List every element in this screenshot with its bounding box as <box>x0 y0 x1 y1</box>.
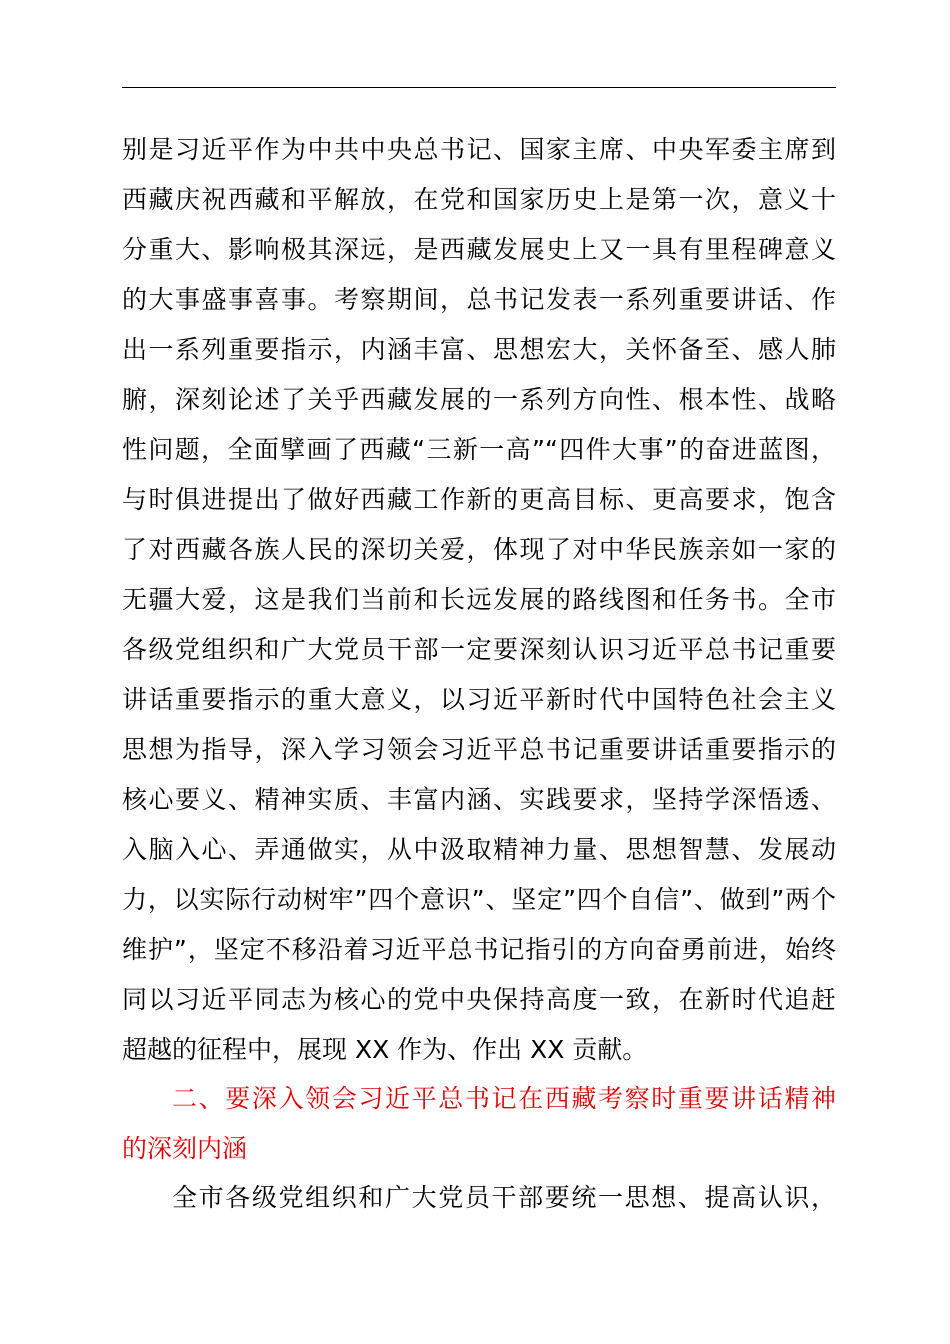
body-line: 各级党组织和广大党员干部一定要深刻认识习近平总书记重要 <box>122 635 836 664</box>
body-line: 与时俱进提出了做好西藏工作新的更高目标、更高要求，饱含 <box>122 485 836 514</box>
body-line: 的大事盛事喜事。考察期间，总书记发表一系列重要讲话、作 <box>122 285 836 314</box>
body-line: 分重大、影响极其深远，是西藏发展史上又一具有里程碑意义 <box>122 235 836 264</box>
body-line: 性问题，全面擘画了西藏“三新一高”“四件大事”的奋进蓝图， <box>122 435 836 464</box>
body-line: 维护”，坚定不移沿着习近平总书记指引的方向奋勇前进，始终 <box>122 935 836 964</box>
body-line: 力，以实际行动树牢”四个意识”、坚定”四个自信”、做到”两个 <box>122 885 836 914</box>
section-heading-line-1: 二、要深入领会习近平总书记在西藏考察时重要讲话精神 <box>172 1084 836 1113</box>
body-line: 别是习近平作为中共中央总书记、国家主席、中央军委主席到 <box>122 135 836 164</box>
body-line: 讲话重要指示的重大意义，以习近平新时代中国特色社会主义 <box>122 685 836 714</box>
paragraph-first-line: 全市各级党组织和广大党员干部要统一思想、提高认识， <box>172 1183 836 1212</box>
body-line: 同以习近平同志为核心的党中央保持高度一致，在新时代追赶 <box>122 985 836 1014</box>
body-line: 思想为指导，深入学习领会习近平总书记重要讲话重要指示的 <box>122 735 836 764</box>
body-line: 出一系列重要指示，内涵丰富、思想宏大，关怀备至、感人肺 <box>122 335 836 364</box>
body-line: 西藏庆祝西藏和平解放，在党和国家历史上是第一次，意义十 <box>122 185 836 214</box>
body-line: 无疆大爱，这是我们当前和长远发展的路线图和任务书。全市 <box>122 585 836 614</box>
section-heading-line-2: 的深刻内涵 <box>122 1134 248 1163</box>
body-line-last: 超越的征程中，展现 XX 作为、作出 XX 贡献。 <box>122 1035 648 1064</box>
body-line: 腑，深刻论述了关乎西藏发展的一系列方向性、根本性、战略 <box>122 385 836 414</box>
header-rule <box>122 87 836 88</box>
body-line: 核心要义、精神实质、丰富内涵、实践要求，坚持学深悟透、 <box>122 785 836 814</box>
body-line: 入脑入心、弄通做实，从中汲取精神力量、思想智慧、发展动 <box>122 835 836 864</box>
body-line: 了对西藏各族人民的深切关爱，体现了对中华民族亲如一家的 <box>122 535 836 564</box>
